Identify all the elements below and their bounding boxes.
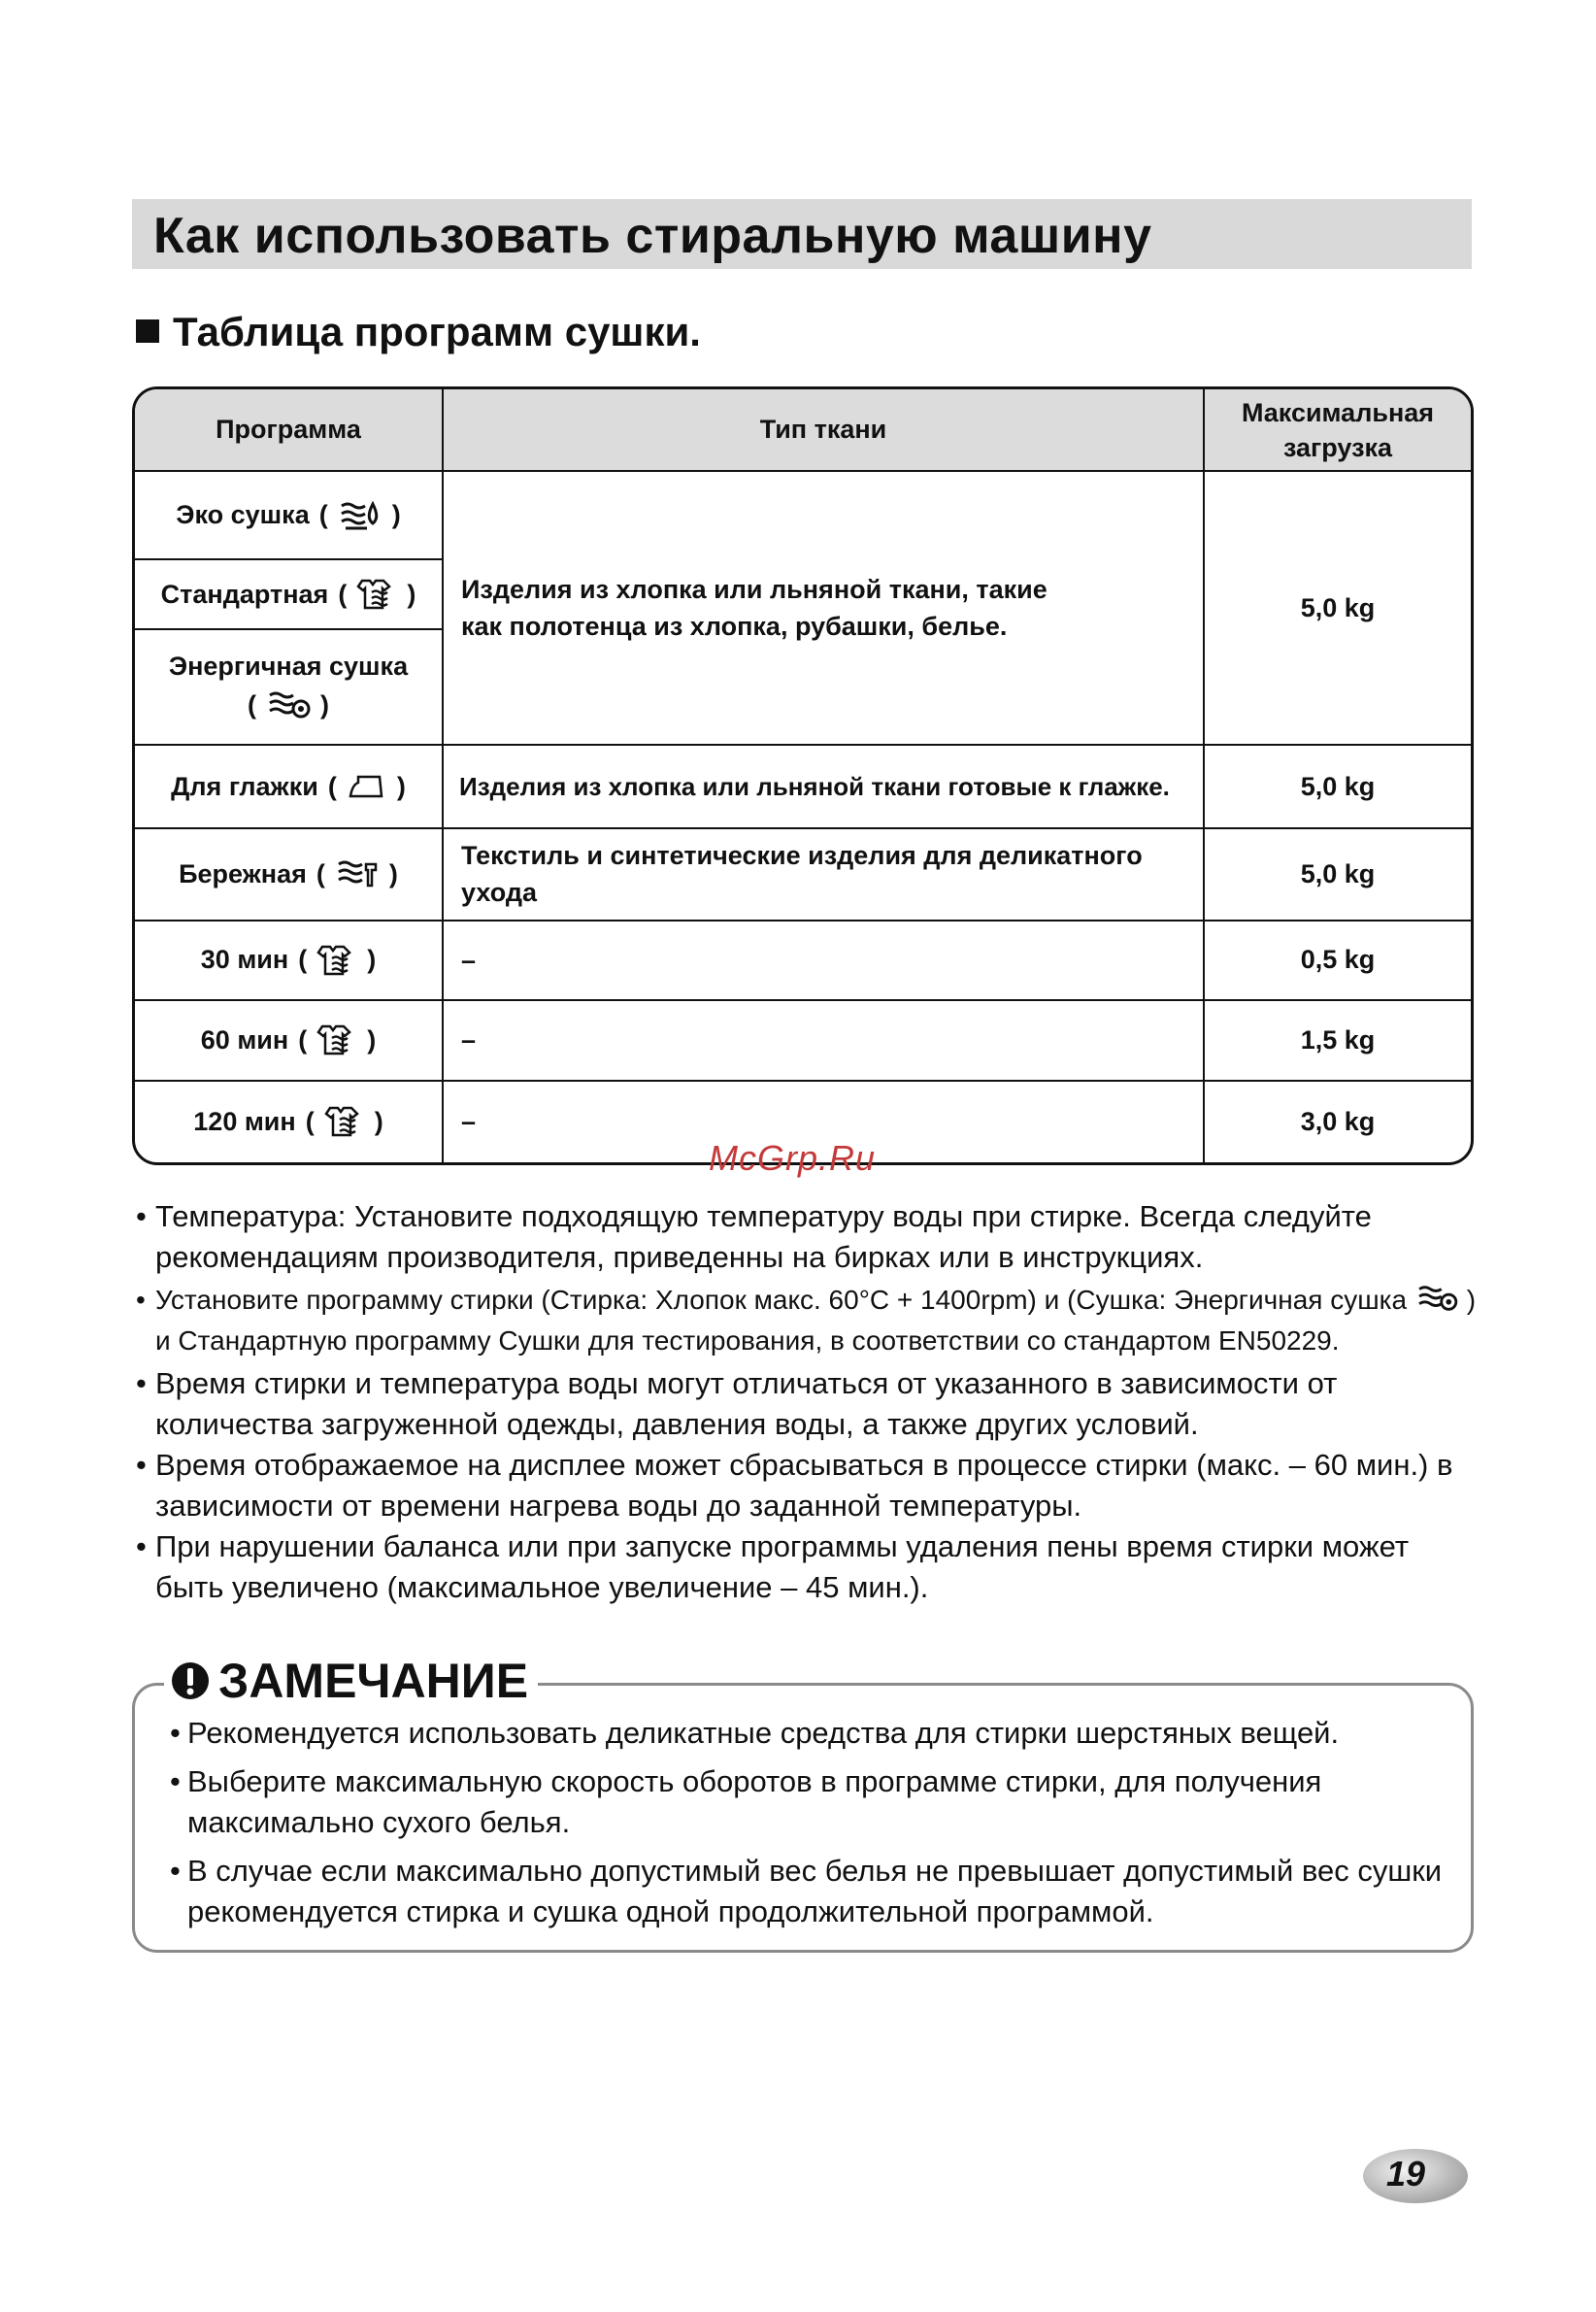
table-row: Бережная ( ) (135, 828, 443, 920)
table-row: Стандартная ( ) (135, 559, 443, 629)
drying-programs-table (132, 386, 1474, 1165)
program-name: Эко сушка (176, 500, 310, 530)
list-item: • Время отображаемое на дисплее может сбрасываться в процессе стирки (макс. – 60 мин.) в зависимости от времени нагрева воды до заданной температуры. (136, 1448, 1453, 1523)
intensive-dry-icon (1414, 1282, 1459, 1315)
fabric-text: Текстиль и синтетические изделия для деликатного ухода (461, 841, 1143, 908)
list-item: • Установите программу стирки (Стирка: Хлопок макс. 60°C + 1400rpm) и (Сушка: Энергичная сушка ) и Стандартную программу Сушки для тестирования, в соответствии со стандартом EN50229. (136, 1280, 1476, 1361)
fabric-cell: – (443, 921, 1204, 1000)
header-fabric: Тип ткани (443, 389, 1204, 471)
program-name: Для глажки (171, 771, 318, 801)
load-cell: 3,0 kg (1204, 1081, 1471, 1162)
page-number: 19 (1386, 2154, 1426, 2194)
load-cell: 1,5 kg (1204, 1000, 1471, 1080)
fabric-cell: Изделия из хлопка или льняной ткани готовые к глажке. (443, 745, 1204, 828)
table-row: Для глажки ( ) (135, 745, 443, 828)
list-item: • При нарушении баланса или при запуске программы удаления пены время стирки может быть увеличено (максимальное увеличение – 45 мин.). (136, 1529, 1410, 1604)
load-cell: 5,0 kg (1204, 828, 1471, 920)
table-row: 60 мин ( ) (135, 1000, 443, 1080)
fabric-cell (443, 828, 1204, 920)
list-item: • В случае если максимально допустимый вес белья не превышает допустимый вес сушки рекомендуется стирка и сушка одной продолжительной программой. (170, 1854, 1443, 1928)
iron-icon (347, 771, 387, 802)
program-name: Бережная (179, 858, 307, 888)
header-load: Максимальная загрузка (1204, 389, 1471, 471)
watermark: McGrp.Ru (709, 1138, 877, 1178)
section-subtitle (136, 309, 701, 355)
program-name: Энергичная сушка (168, 652, 409, 682)
table-row: Эко сушка ( ) (135, 471, 443, 558)
load-cell: 0,5 kg (1204, 921, 1471, 1000)
program-name: 30 мин (200, 945, 289, 975)
list-item: • Выберите максимальную скорость оборотов в программе стирки, для получения максимально сухого белья. (170, 1764, 1322, 1839)
fabric-cell: – (443, 1000, 1204, 1080)
table-row: 30 мин ( ) (135, 921, 443, 1000)
table-row: 120 мин ( ) (135, 1081, 443, 1162)
group-load-cell: 5,0 kg (1204, 471, 1471, 744)
program-name: 120 мин (193, 1106, 296, 1136)
group-fabric-cell (443, 471, 1204, 744)
title-bar (132, 199, 1472, 269)
program-name: 60 мин (200, 1024, 289, 1055)
fabric-cell: – (443, 1081, 1204, 1162)
table-row: Энергичная сушка ( ) (135, 629, 443, 745)
page-title: Как использовать стиральную машину (153, 208, 1152, 264)
program-name: Стандартная (160, 579, 329, 609)
exclamation-icon (170, 1660, 211, 1701)
intensive-dry-icon (266, 687, 311, 722)
load-cell: 5,0 kg (1204, 745, 1471, 828)
list-item: • Время стирки и температура воды могут отличаться от указанного в зависимости от количества загруженной одежды, давления воды, а также других условий. (136, 1366, 1338, 1441)
shirt-dry-icon (356, 577, 397, 612)
shirt-dry-icon (316, 943, 357, 978)
list-item: • Рекомендуется использовать деликатные средства для стирки шерстяных вещей. (170, 1716, 1340, 1750)
note-title: ЗАМЕЧАНИЕ (218, 1654, 529, 1708)
square-bullet-icon (136, 319, 159, 343)
header-program: Программа (135, 389, 443, 471)
subtitle-text: Таблица программ сушки. (173, 309, 701, 354)
bullet-list (136, 1196, 1476, 1608)
delicate-dry-icon (335, 856, 380, 891)
note-list (170, 1713, 1451, 1940)
eco-dry-icon (338, 498, 382, 533)
group-fabric-text: Изделия из хлопка или льняной ткани, такие как полотенца из хлопка, рубашки, белье. (461, 575, 1047, 642)
note-heading (164, 1653, 538, 1709)
shirt-dry-icon (316, 1022, 357, 1057)
shirt-dry-icon (324, 1104, 365, 1139)
note-box (132, 1654, 1474, 1953)
list-item: • Температура: Установите подходящую температуру воды при стирке. Всегда следуйте рекомендациям производителя, приведенны на бирках или в инструкциях. (136, 1199, 1372, 1274)
